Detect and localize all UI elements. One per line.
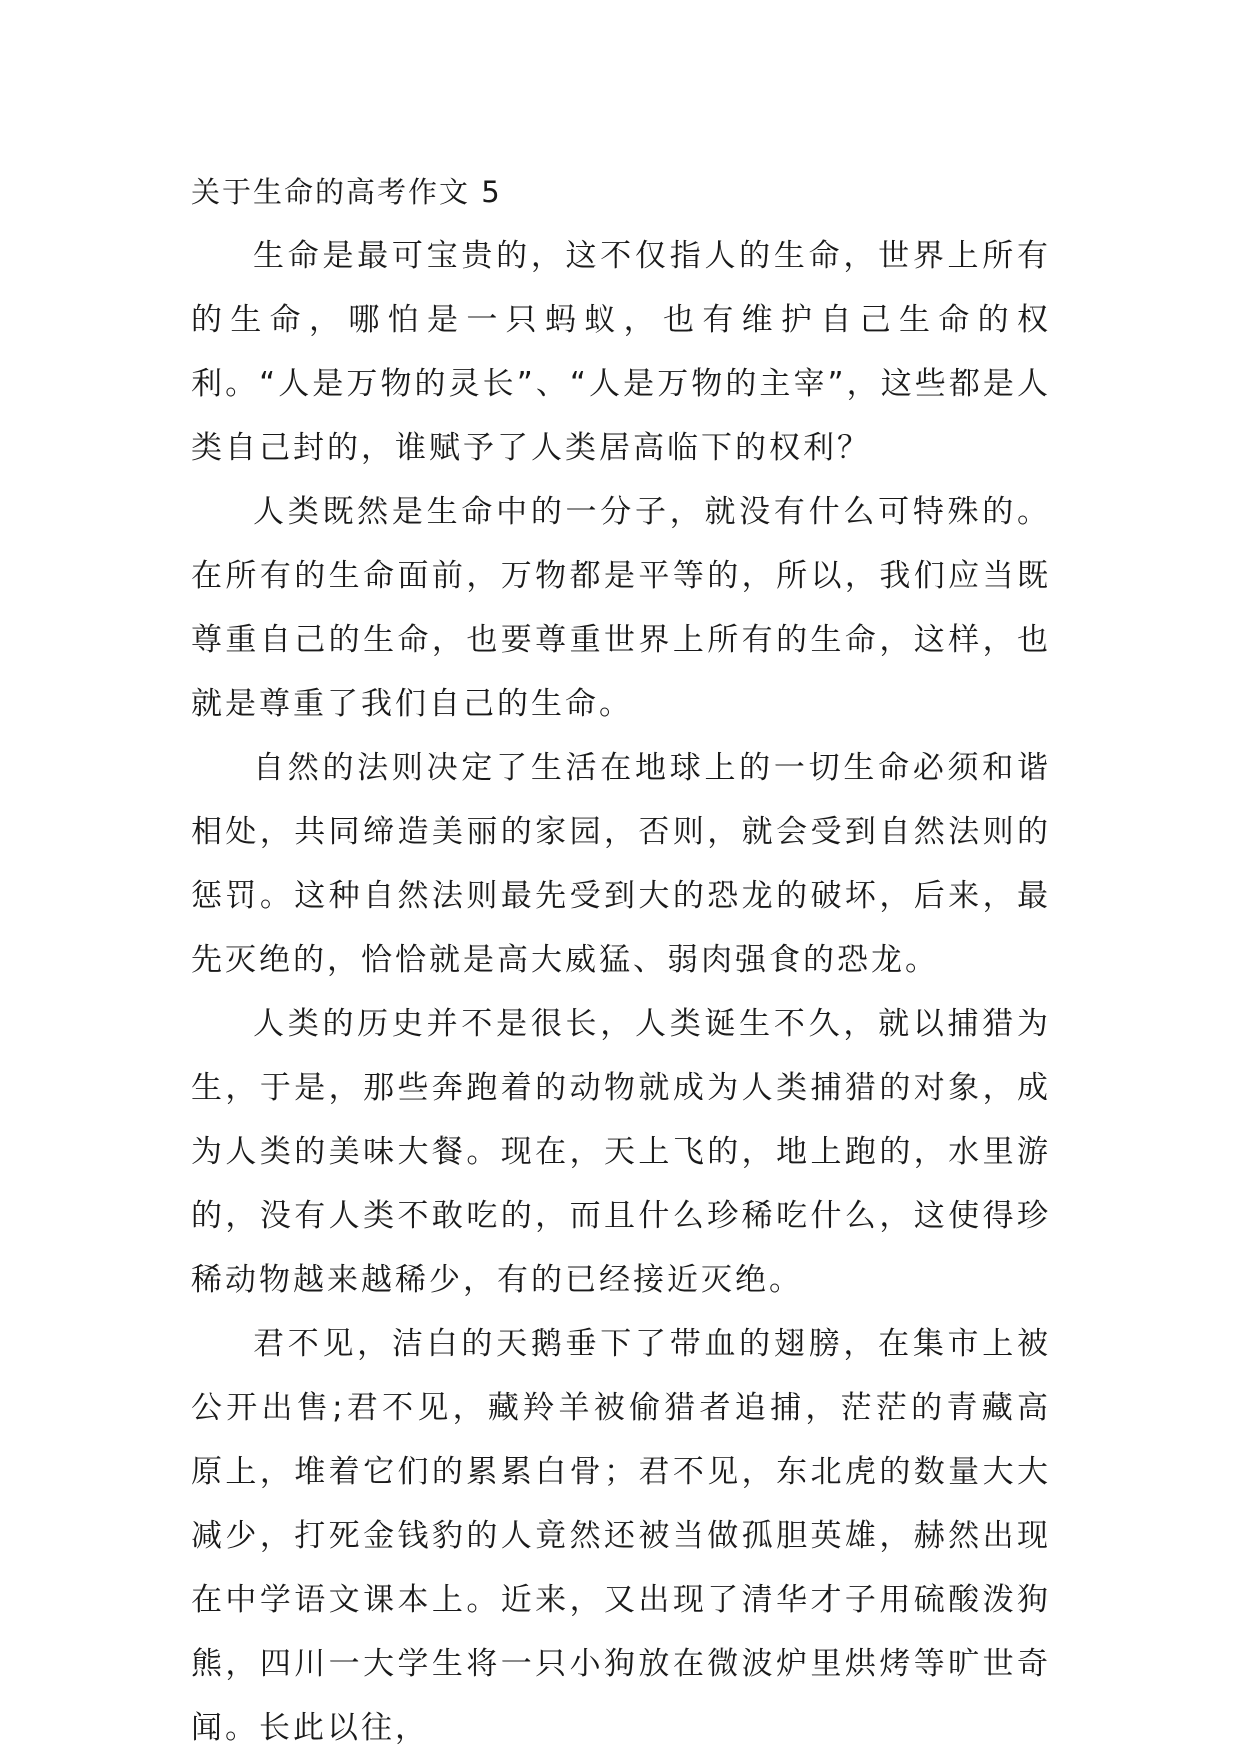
document-body [191,160,1051,1760]
paragraph-4: 人类的历史并不是很长，人类诞生不久，就以捕猎为生，于是，那些奔跑着的动物就成为人类捕猎的对象，成为人类的美味大餐。现在，天上飞的，地上跑的，水里游的，没有人类不敢吃的，而且什么珍稀吃什么，这使得珍稀动物越来越稀少，有的已经接近灭绝。 [191,1006,1051,1298]
paragraph-5: 君不见，洁白的天鹅垂下了带血的翅膀，在集市上被公开出售;君不见，藏羚羊被偷猎者追捕，茫茫的青藏高原上，堆着它们的累累白骨；君不见，东北虎的数量大大减少，打死金钱豹的人竟然还被当做孤胆英雄，赫然出现在中学语文课本上。近来，又出现了清华才子用硫酸泼狗熊，四川一大学生将一只小狗放在微波炉里烘烤等旷世奇闻。长此以往， [191,1326,1051,1746]
paragraph-2: 人类既然是生命中的一分子，就没有什么可特殊的。在所有的生命面前，万物都是平等的，所以，我们应当既尊重自己的生命，也要尊重世界上所有的生命，这样，也就是尊重了我们自己的生命。 [191,494,1051,722]
document-title: 关于生命的高考作文 5 [191,175,502,209]
paragraph-1: 生命是最可宝贵的，这不仅指人的生命，世界上所有的生命，哪怕是一只蚂蚁，也有维护自己生命的权利。“人是万物的灵长”、“人是万物的主宰”，这些都是人类自己封的，谁赋予了人类居高临下的权利？ [191,238,1051,466]
paragraph-3: 自然的法则决定了生活在地球上的一切生命必须和谐相处，共同缔造美丽的家园，否则，就会受到自然法则的惩罚。这种自然法则最先受到大的恐龙的破坏，后来，最先灭绝的，恰恰就是高大威猛、弱肉强食的恐龙。 [191,750,1051,978]
